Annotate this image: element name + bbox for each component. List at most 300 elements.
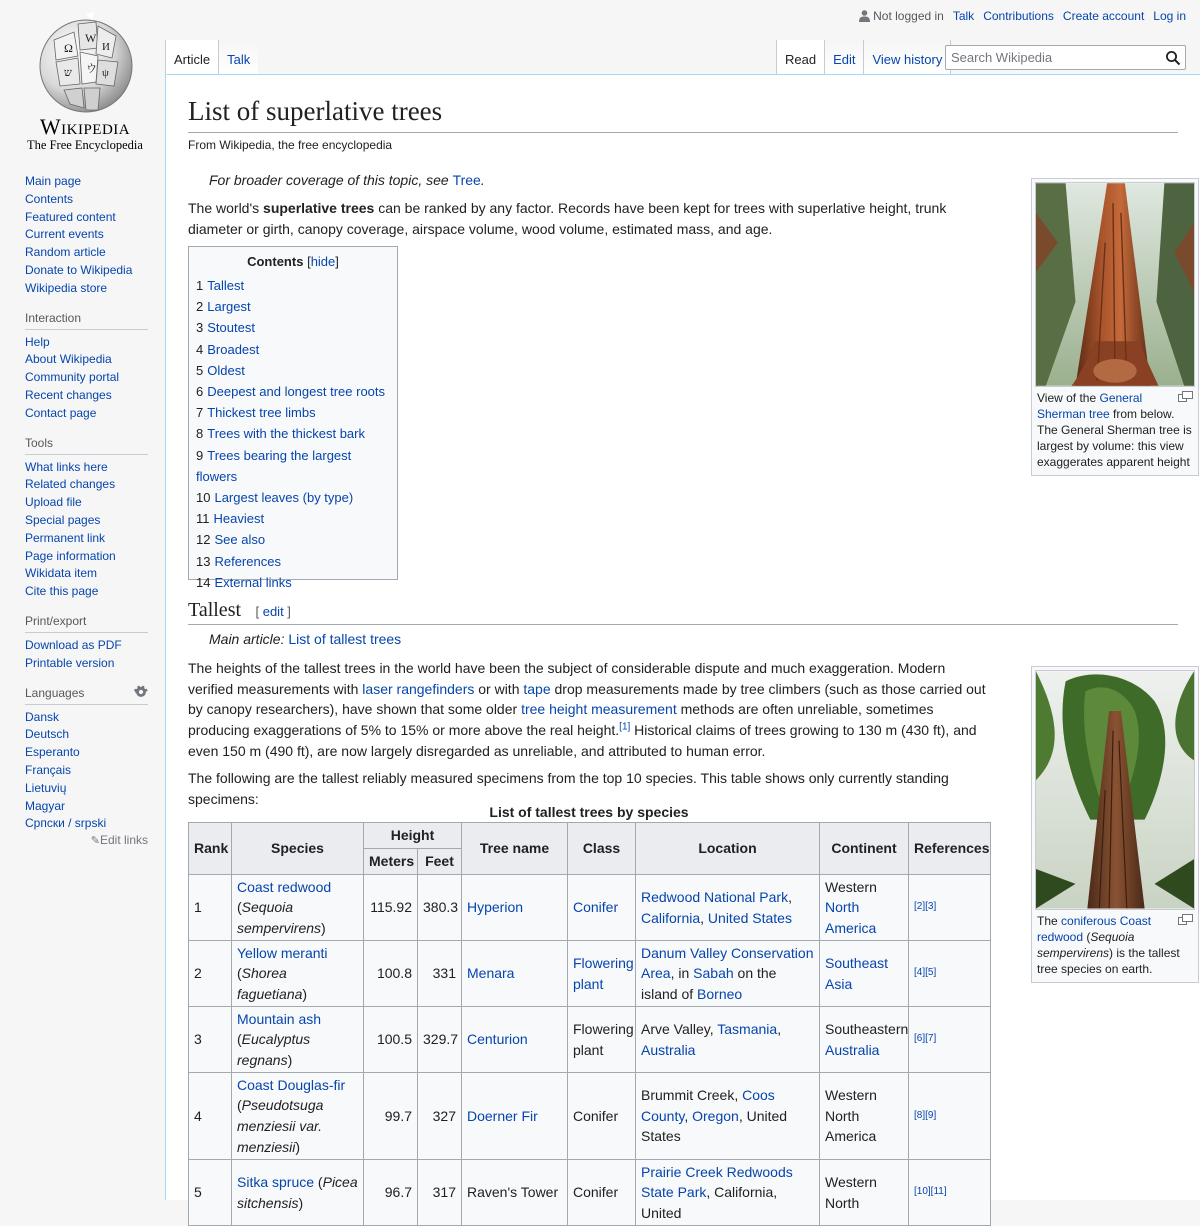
toc-item[interactable] — [196, 402, 390, 423]
toc-number: 5 — [196, 362, 204, 378]
para-text: methods are often unreliable, sometimes producing exaggerations of 5% to 15% or more above the real height. — [188, 701, 934, 739]
location-text: , in — [670, 965, 694, 982]
svg-text:И: И — [102, 41, 110, 53]
cell-tree-name — [462, 941, 568, 1007]
species-scientific: Shorea faguetiana — [237, 965, 303, 1002]
toc-link[interactable]: External links — [214, 574, 292, 590]
cell-references — [909, 875, 991, 941]
para-text: The heights of the tallest trees in the world have been the subject of considerable dispute and much exaggeration. Modern verified measurements with — [188, 660, 946, 697]
cell-continent: Western North America — [820, 1073, 909, 1160]
sidebar-language-item — [25, 744, 165, 762]
cell-location: Brummit Creek, Coos County, Oregon, United States — [636, 1073, 820, 1160]
intro-bold: superlative trees — [263, 200, 375, 216]
cell-species: Mountain ash (Eucalyptus regnans) — [232, 1007, 364, 1073]
sidebar-tools-link[interactable]: Cite this page — [25, 584, 99, 599]
continent-link[interactable]: Australia — [825, 1041, 880, 1058]
sidebar-tools-link[interactable]: Special pages — [25, 512, 101, 527]
table-caption: List of tallest trees by species — [489, 804, 689, 820]
contributions-link[interactable]: Contributions — [983, 9, 1054, 23]
toc-link[interactable]: Largest — [207, 299, 251, 315]
toc-number: 13 — [196, 553, 211, 569]
header-species[interactable]: Species — [232, 823, 364, 875]
species-link[interactable]: Coast Douglas-fir — [237, 1076, 346, 1093]
toc-link[interactable]: Trees with the thickest bark — [207, 426, 365, 442]
sidebar-tools-link[interactable]: Page information — [25, 548, 116, 563]
tallest-trees-table — [188, 822, 991, 1226]
sidebar-language-item — [25, 726, 165, 744]
tab-edit[interactable]: Edit — [824, 40, 863, 75]
toc-number: 9 — [196, 447, 204, 463]
cell-tree-name — [462, 1073, 568, 1160]
cell-meters: 96.7 — [364, 1160, 418, 1226]
sidebar-main-item — [25, 280, 165, 298]
sidebar-print-item — [25, 637, 165, 655]
enlarge-icon[interactable] — [1178, 914, 1193, 925]
location-link[interactable]: Sabah — [693, 965, 734, 982]
cell-rank: 1 — [189, 875, 232, 941]
sidebar-interaction-item — [25, 334, 165, 352]
toc-item[interactable] — [196, 487, 390, 508]
location-link[interactable]: Danum Valley Conservation Area — [641, 944, 814, 982]
sidebar-tools-item — [25, 512, 165, 530]
sidebar-language-item — [25, 780, 165, 798]
location-link[interactable]: Borneo — [697, 985, 743, 1002]
toc-number: 2 — [196, 299, 204, 315]
location-link[interactable]: Redwood National Park — [641, 888, 789, 905]
sidebar-interaction-link[interactable]: Recent changes — [25, 387, 112, 402]
tree-height-measurement-link[interactable]: tree height measurement — [521, 701, 677, 718]
location-text: Arve Valley, — [641, 1020, 718, 1037]
toc-number: 1 — [196, 278, 204, 293]
create-account-link[interactable]: Create account — [1062, 9, 1145, 23]
table-row — [189, 941, 991, 1007]
gear-icon[interactable] — [134, 685, 148, 699]
sidebar-main-link[interactable]: Featured content — [25, 209, 116, 224]
sidebar-interaction-link[interactable]: Help — [25, 334, 50, 349]
cell-tree-name: Raven's Tower — [462, 1160, 568, 1226]
thumbnail-general-sherman — [1031, 178, 1199, 476]
cell-species: Yellow meranti (Shorea faguetiana) — [232, 941, 364, 1007]
sidebar-interaction-item — [25, 351, 165, 369]
edit-links[interactable] — [25, 833, 148, 847]
reference-link[interactable]: [10][11] — [914, 1186, 947, 1198]
laser-rangefinders-link[interactable]: laser rangefinders — [362, 680, 475, 697]
sidebar-main-link[interactable]: Current events — [25, 227, 104, 242]
general-sherman-image[interactable] — [1035, 182, 1195, 387]
toc-link[interactable]: Deepest and longest tree roots — [207, 384, 386, 400]
sidebar-main-link[interactable]: Main page — [25, 174, 82, 188]
print-heading: Print/export — [25, 614, 148, 633]
cell-class — [568, 875, 636, 941]
cell-meters: 115.92 — [364, 875, 418, 941]
cell-species: Coast Douglas-fir (Pseudotsuga menziesii var. menziesii) — [232, 1073, 364, 1160]
toc-number: 6 — [196, 384, 204, 400]
caption-after: from below. The General Sherman tree is largest by volume: this view exaggerates apparent height — [1037, 407, 1192, 469]
toc-title: Contents [hide] — [247, 254, 339, 269]
intro-paragraph — [188, 198, 988, 239]
sidebar-tools-item — [25, 459, 165, 477]
main-article-prefix: Main article: — [209, 631, 289, 647]
cell-continent — [820, 1007, 909, 1073]
cell-continent — [820, 875, 909, 941]
search-input[interactable] — [946, 46, 1156, 69]
tree-name-link[interactable]: Centurion — [467, 1031, 528, 1048]
location-link[interactable]: Prairie Creek Redwoods State Park — [641, 1163, 793, 1201]
section-title: Tallest — [188, 599, 242, 621]
sidebar-tools-link[interactable]: Upload file — [25, 495, 82, 510]
sidebar-print-link[interactable]: Download as PDF — [25, 637, 122, 652]
continent-prefix: Western — [825, 878, 877, 895]
view-tabs — [776, 40, 951, 75]
sidebar-tools-item — [25, 476, 165, 494]
sidebar-interaction-link[interactable]: Contact page — [25, 405, 97, 420]
tree-name-link[interactable]: Hyperion — [467, 899, 524, 916]
para-text: Historical claims of trees growing to 130 m (430 ft), and even 150 m (490 ft), are now largely disregarded as unreliable, and attributed to human error. — [188, 722, 977, 759]
cell-feet: 317 — [418, 1160, 462, 1226]
cell-species: Coast redwood (Sequoia sempervirens) — [232, 875, 364, 941]
intro-after: can be ranked by any factor. Records have been kept for trees with superlative height, trunk diameter or girth, canopy coverage, airspace volume, wood volume, estimated mass, and age. — [188, 200, 947, 237]
tab-view-history[interactable]: View history — [863, 40, 951, 75]
sidebar — [0, 172, 165, 860]
toc-link[interactable]: Tallest — [207, 278, 245, 293]
section-edit-link[interactable]: edit — [262, 604, 284, 619]
toc-number: 10 — [196, 490, 211, 506]
sidebar-interaction-item — [25, 405, 165, 423]
cell-rank: 4 — [189, 1073, 232, 1160]
sidebar-interaction-link[interactable]: About Wikipedia — [25, 352, 112, 367]
wordmark: Wikipedia — [39, 114, 131, 139]
namespace-tabs — [165, 40, 258, 75]
toc-item[interactable] — [196, 317, 390, 338]
cell-location — [636, 1160, 820, 1226]
toc-link[interactable]: Stoutest — [207, 320, 255, 336]
sidebar-main-item — [25, 209, 165, 227]
location-link[interactable]: California — [641, 909, 701, 926]
sidebar-interaction-item — [25, 369, 165, 387]
toc-link[interactable]: Broadest — [207, 341, 260, 357]
para-text: drop measurements made by tree climbers (such as those carried out by canopy researchers), have shown that some older — [188, 680, 986, 718]
class-link[interactable]: Flowering plant — [573, 954, 634, 992]
toc-number: 12 — [196, 532, 211, 548]
navigation-portal — [0, 172, 165, 298]
toc-item[interactable] — [196, 423, 390, 444]
section-heading-tallest — [188, 599, 1178, 625]
header-class[interactable]: Class — [568, 823, 636, 875]
pencil-icon: ✎ — [90, 835, 100, 848]
sidebar-main-item — [25, 191, 165, 209]
wikipedia-logo[interactable] — [20, 10, 150, 150]
species-scientific: Pseudotsuga menziesii var. menziesii — [237, 1097, 324, 1155]
sidebar-tools-link[interactable]: Related changes — [25, 477, 116, 492]
species-scientific: Eucalyptus regnans — [237, 1031, 311, 1068]
site-subtitle: From Wikipedia, the free encyclopedia — [188, 138, 393, 152]
sidebar-language-item — [25, 798, 165, 816]
cell-meters: 99.7 — [364, 1073, 418, 1160]
header-references[interactable]: References — [909, 823, 991, 875]
header-continent[interactable]: Continent — [820, 823, 909, 875]
sidebar-tools-item — [25, 494, 165, 512]
class-link[interactable]: Conifer — [573, 899, 619, 916]
header-location[interactable]: Location — [636, 823, 820, 875]
location-link[interactable]: Coos County — [641, 1087, 775, 1124]
coniferous-link[interactable]: coniferous — [1061, 914, 1117, 928]
location-text: on the island of — [641, 965, 777, 1002]
cell-references — [909, 941, 991, 1007]
sidebar-language-link[interactable]: Dansk — [25, 709, 60, 724]
user-icon — [859, 10, 870, 22]
log-in-link[interactable]: Log in — [1153, 9, 1186, 23]
sidebar-main-link[interactable]: Contents — [25, 191, 74, 206]
toc-link[interactable]: Largest leaves (by type) — [214, 490, 354, 506]
table-row — [189, 875, 991, 941]
hatnote-text: For broader coverage of this topic, see — [209, 172, 453, 188]
sidebar-language-link[interactable]: Српски / srpski — [25, 816, 107, 831]
intro-before: The world's — [188, 200, 264, 216]
location-text: Brummit Creek, — [641, 1087, 743, 1104]
toc-link[interactable]: Heaviest — [213, 511, 265, 527]
main-article-hatnote — [188, 631, 401, 647]
sidebar-language-item — [25, 815, 165, 833]
caption-paren: ( — [1083, 930, 1091, 944]
cell-class: Conifer — [568, 1160, 636, 1226]
toc-item[interactable] — [196, 572, 390, 593]
cell-continent — [820, 941, 909, 1007]
tree-name-link[interactable]: Menara — [467, 965, 515, 982]
not-logged-in — [859, 9, 944, 23]
toc-number: 11 — [196, 511, 210, 527]
caption-after: ) is the tallest tree species on earth. — [1037, 946, 1180, 976]
sidebar-language-link[interactable]: Deutsch — [25, 727, 70, 742]
cell-class: Flowering plant — [568, 1007, 636, 1073]
svg-text:W: W — [85, 31, 97, 45]
search-icon[interactable] — [1165, 50, 1181, 66]
toc-list — [196, 275, 390, 593]
location-link[interactable]: Tasmania — [717, 1020, 778, 1037]
sidebar-main-link[interactable]: Donate to Wikipedia — [25, 262, 133, 277]
thumbnail-caption — [1035, 910, 1195, 979]
thumbnail-coast-redwood — [1031, 666, 1199, 983]
sidebar-main-item — [25, 173, 165, 191]
cell-location: Redwood National Park, California, United States — [636, 875, 820, 941]
reference-link[interactable]: [2][3] — [914, 901, 937, 913]
para-text: or with — [474, 680, 524, 697]
toc-link[interactable]: References — [214, 553, 281, 569]
sidebar-language-link[interactable]: Magyar — [25, 798, 66, 813]
cell-references — [909, 1007, 991, 1073]
reference-link[interactable]: [8][9] — [914, 1109, 937, 1121]
cell-rank: 2 — [189, 941, 232, 1007]
coast-redwood-link[interactable]: Coast redwood — [1037, 914, 1152, 944]
cell-meters: 100.5 — [364, 1007, 418, 1073]
toc-item[interactable] — [196, 339, 390, 360]
svg-text:ψ: ψ — [102, 67, 109, 79]
svg-text:ウ: ウ — [86, 63, 97, 75]
cell-location — [636, 941, 820, 1007]
toc-number: 14 — [196, 574, 211, 590]
location-link[interactable]: Oregon — [692, 1107, 739, 1124]
cell-class: Conifer — [568, 1073, 636, 1160]
sidebar-main-item — [25, 262, 165, 280]
print-portal — [0, 614, 165, 673]
continent-prefix: Southeastern — [825, 1020, 909, 1037]
cell-species: Sitka spruce (Picea sitchensis) — [232, 1160, 364, 1226]
table-row — [189, 1007, 991, 1073]
languages-portal — [0, 686, 165, 848]
toc-item[interactable] — [196, 529, 390, 550]
toc-link[interactable]: See also — [214, 532, 266, 548]
reference-link[interactable]: [6][7] — [914, 1033, 937, 1045]
header-feet[interactable]: Feet — [418, 849, 462, 875]
continent-link[interactable]: Southeast Asia — [825, 954, 889, 992]
svg-text:ש: ש — [64, 67, 72, 79]
sidebar-tools-link[interactable]: What links here — [25, 459, 108, 474]
sidebar-main-link[interactable]: Wikipedia store — [25, 280, 108, 295]
sidebar-main-item — [25, 226, 165, 244]
tallest-paragraph — [188, 658, 988, 762]
cell-tree-name — [462, 1007, 568, 1073]
reference-link[interactable]: [1] — [619, 721, 631, 733]
tree-name-link[interactable]: Doerner Fir — [467, 1107, 538, 1124]
table-row — [189, 1073, 991, 1160]
sidebar-tools-link[interactable]: Wikidata item — [25, 566, 98, 581]
table-intro-paragraph: The following are the tallest reliably measured specimens from the top 10 species. This table shows only currently standing specimens: — [188, 770, 949, 807]
toc-hide-link[interactable]: hide — [310, 254, 336, 269]
toc-number: 4 — [196, 341, 204, 357]
languages-heading — [25, 686, 148, 705]
header-height: Height — [364, 823, 462, 849]
cell-continent: Western North — [820, 1160, 909, 1226]
puzzle-globe-icon — [34, 12, 138, 116]
sidebar-language-link[interactable]: Esperanto — [25, 745, 80, 760]
toc-number: 3 — [196, 320, 204, 336]
sidebar-interaction-item — [25, 387, 165, 405]
edit-links-label: Edit links — [99, 833, 148, 848]
sidebar-language-link[interactable]: Lietuvių — [25, 780, 67, 795]
not-logged-in-label: Not logged in — [873, 9, 944, 23]
interaction-portal — [0, 311, 165, 423]
sidebar-print-link[interactable]: Printable version — [25, 655, 115, 670]
species-link[interactable]: Sitka spruce — [237, 1173, 315, 1190]
header-tree-name[interactable]: Tree name — [462, 823, 568, 875]
general-sherman-link[interactable]: General Sherman tree — [1037, 391, 1143, 421]
sidebar-print-item — [25, 655, 165, 673]
cell-class — [568, 941, 636, 1007]
header-meters[interactable]: Meters — [364, 849, 418, 875]
tools-portal — [0, 436, 165, 601]
search-box — [945, 45, 1186, 70]
tools-heading: Tools — [25, 436, 148, 455]
location-text: , California, United — [641, 1184, 778, 1221]
svg-text:Ω: Ω — [64, 41, 73, 55]
caption-before: View of the — [1037, 391, 1100, 405]
location-link[interactable]: Australia — [641, 1041, 696, 1058]
cell-feet: 380.3 — [418, 875, 462, 941]
cell-references — [909, 1073, 991, 1160]
species-link[interactable]: Coast redwood — [237, 878, 332, 895]
content-area — [165, 74, 1200, 1221]
sidebar-language-link[interactable]: Français — [25, 762, 72, 777]
toc-item[interactable] — [196, 275, 390, 296]
continent-link[interactable]: North America — [825, 899, 877, 936]
list-of-tallest-trees-link[interactable]: List of tallest trees — [288, 631, 402, 647]
location-text: , United States — [641, 1107, 788, 1145]
cell-rank: 3 — [189, 1007, 232, 1073]
toc-link[interactable]: Thickest tree limbs — [207, 405, 316, 421]
cell-feet: 327 — [418, 1073, 462, 1160]
coast-redwood-image[interactable] — [1035, 670, 1195, 910]
toc-number: 7 — [196, 405, 204, 421]
toc-item[interactable] — [196, 381, 390, 402]
species-link[interactable]: Mountain ash — [237, 1010, 322, 1027]
sidebar-interaction-link[interactable]: Community portal — [25, 370, 120, 385]
sidebar-main-link[interactable]: Random article — [25, 245, 106, 260]
languages-heading-label: Languages — [25, 685, 85, 700]
species-scientific: Picea sitchensis — [237, 1173, 358, 1211]
cell-rank: 5 — [189, 1160, 232, 1226]
interaction-heading: Interaction — [25, 311, 148, 330]
page-title: List of superlative trees — [188, 95, 1178, 133]
location-link[interactable]: United States — [707, 909, 792, 926]
table-row — [189, 1160, 991, 1226]
cell-feet: 331 — [418, 941, 462, 1007]
tab-read[interactable]: Read — [776, 40, 824, 75]
tape-link[interactable]: tape — [523, 680, 551, 697]
sidebar-main-item — [25, 244, 165, 262]
caption-before: The — [1037, 914, 1062, 928]
tallest-trees-table-wrap — [188, 802, 990, 1226]
tagline: The Free Encyclopedia — [27, 138, 143, 152]
species-link[interactable]: Yellow meranti — [237, 944, 328, 961]
personal-talk-link[interactable]: Talk — [952, 9, 975, 23]
cell-meters: 100.8 — [364, 941, 418, 1007]
tab-article[interactable]: Article — [165, 40, 218, 75]
toc-link[interactable]: Trees bearing the largest flowers — [196, 447, 352, 484]
sidebar-tools-item — [25, 548, 165, 566]
sidebar-language-item — [25, 762, 165, 780]
toc-item[interactable] — [196, 508, 390, 529]
cell-feet: 329.7 — [418, 1007, 462, 1073]
toc-item[interactable] — [196, 360, 390, 381]
cell-tree-name — [462, 875, 568, 941]
tree-link[interactable]: Tree — [452, 172, 481, 188]
caption-italic: Sequoia sempervirens — [1037, 930, 1135, 960]
sidebar-tools-link[interactable]: Permanent link — [25, 530, 106, 545]
sidebar-language-item — [25, 709, 165, 727]
thumbnail-caption — [1035, 387, 1195, 472]
personal-tools — [859, 9, 1186, 23]
hatnote — [188, 172, 485, 188]
table-of-contents — [188, 246, 398, 590]
section-edit: [ edit ] — [255, 604, 291, 619]
hatnote-suffix: . — [480, 172, 485, 188]
reference-link[interactable]: [4][5] — [914, 967, 937, 979]
toc-number: 8 — [196, 426, 204, 442]
toc-link[interactable]: Oldest — [207, 362, 245, 378]
sidebar-tools-item — [25, 530, 165, 548]
sidebar-tools-item — [25, 565, 165, 583]
species-scientific: Sequoia sempervirens — [237, 899, 322, 936]
cell-location: Arve Valley, Tasmania, Australia — [636, 1007, 820, 1073]
sidebar-tools-item — [25, 583, 165, 601]
enlarge-icon[interactable] — [1178, 391, 1193, 402]
tab-talk[interactable]: Talk — [218, 40, 258, 75]
toc-title-label: Contents — [247, 254, 304, 269]
header-rank[interactable]: Rank — [189, 823, 232, 875]
toc-item[interactable] — [196, 296, 390, 317]
cell-references — [909, 1160, 991, 1226]
toc-item[interactable] — [196, 445, 390, 487]
toc-item[interactable] — [196, 551, 390, 572]
